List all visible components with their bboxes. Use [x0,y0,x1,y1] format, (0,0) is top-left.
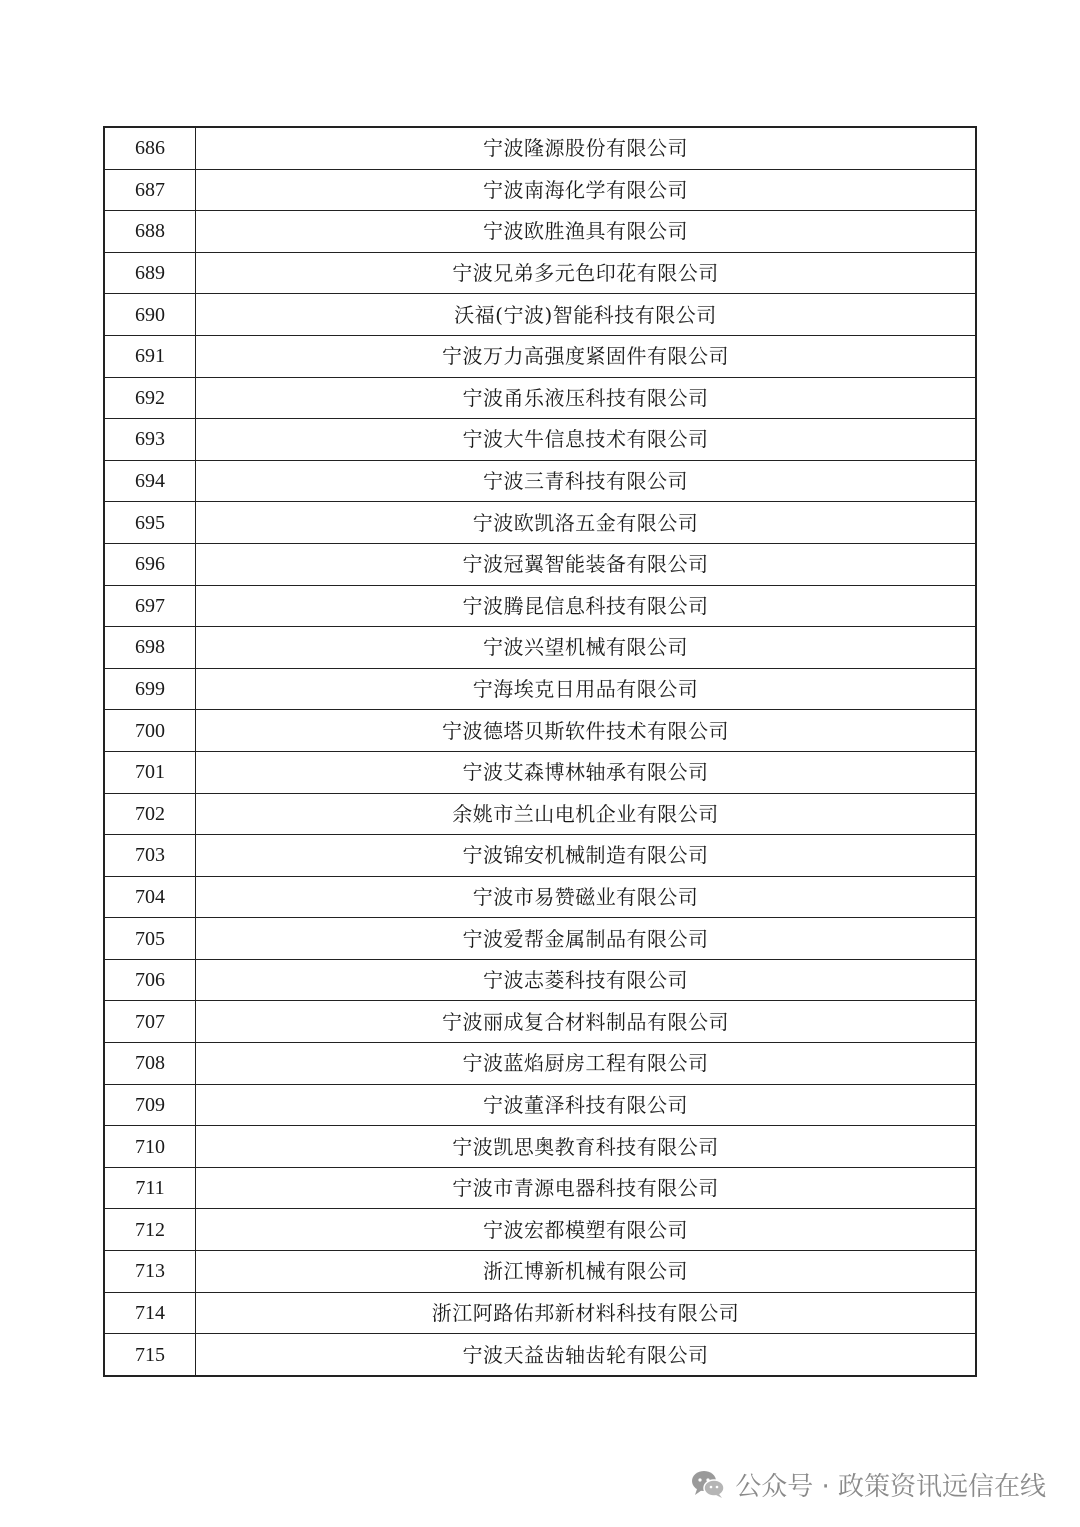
company-name: 宁波甬乐液压科技有限公司 [196,377,977,419]
company-name: 浙江博新机械有限公司 [196,1251,977,1293]
row-number: 698 [104,627,196,669]
table-row [104,793,976,835]
row-number: 696 [104,543,196,585]
company-name: 宁波凯思奥教育科技有限公司 [196,1126,977,1168]
company-name: 宁波三青科技有限公司 [196,460,977,502]
table-row [104,460,976,502]
row-number: 695 [104,502,196,544]
table-row [104,585,976,627]
company-name: 宁波志菱科技有限公司 [196,959,977,1001]
company-name: 宁波董泽科技有限公司 [196,1084,977,1126]
company-name: 宁海埃克日用品有限公司 [196,668,977,710]
company-name: 宁波隆源股份有限公司 [196,127,977,169]
row-number: 688 [104,211,196,253]
table-row [104,1209,976,1251]
table-row [104,294,976,336]
row-number: 703 [104,835,196,877]
table-row [104,211,976,253]
row-number: 713 [104,1251,196,1293]
row-number: 715 [104,1334,196,1376]
table-row [104,751,976,793]
table-row [104,1292,976,1334]
table-row [104,1043,976,1085]
watermark-text: 公众号 · 政策资讯远信在线 [735,1471,1046,1502]
table-row [104,835,976,877]
company-name: 宁波欧凯洛五金有限公司 [196,502,977,544]
table-row [104,335,976,377]
row-number: 710 [104,1126,196,1168]
row-number: 687 [104,169,196,211]
watermark [691,1466,1046,1502]
company-name: 宁波万力高强度紧固件有限公司 [196,335,977,377]
table-row [104,1001,976,1043]
row-number: 707 [104,1001,196,1043]
company-name: 沃福(宁波)智能科技有限公司 [196,294,977,336]
company-name: 宁波市青源电器科技有限公司 [196,1167,977,1209]
row-number: 700 [104,710,196,752]
company-name: 宁波大牛信息技术有限公司 [196,419,977,461]
table-row [104,127,976,169]
company-name: 宁波爱帮金属制品有限公司 [196,918,977,960]
row-number: 686 [104,127,196,169]
row-number: 705 [104,918,196,960]
row-number: 704 [104,876,196,918]
row-number: 708 [104,1043,196,1085]
table-row [104,1126,976,1168]
company-name: 宁波兄弟多元色印花有限公司 [196,252,977,294]
table-row [104,502,976,544]
company-list-body [104,127,976,1376]
table-row [104,959,976,1001]
company-name: 浙江阿路佑邦新材料科技有限公司 [196,1292,977,1334]
company-name: 宁波艾森博林轴承有限公司 [196,751,977,793]
row-number: 699 [104,668,196,710]
company-name: 宁波欧胜渔具有限公司 [196,211,977,253]
table-row [104,668,976,710]
table-row [104,1251,976,1293]
row-number: 709 [104,1084,196,1126]
row-number: 714 [104,1292,196,1334]
row-number: 692 [104,377,196,419]
table-row [104,627,976,669]
table-row [104,876,976,918]
company-name: 宁波蓝焰厨房工程有限公司 [196,1043,977,1085]
table-row [104,252,976,294]
company-name: 宁波丽成复合材料制品有限公司 [196,1001,977,1043]
company-name: 宁波兴望机械有限公司 [196,627,977,669]
row-number: 693 [104,419,196,461]
wechat-icon [691,1469,725,1499]
row-number: 689 [104,252,196,294]
row-number: 701 [104,751,196,793]
company-name: 宁波市易赞磁业有限公司 [196,876,977,918]
company-name: 宁波南海化学有限公司 [196,169,977,211]
row-number: 711 [104,1167,196,1209]
row-number: 694 [104,460,196,502]
table-row [104,918,976,960]
company-name: 宁波冠翼智能装备有限公司 [196,543,977,585]
row-number: 691 [104,335,196,377]
table-row [104,1084,976,1126]
row-number: 706 [104,959,196,1001]
company-list-table [103,126,977,1377]
company-name: 宁波天益齿轴齿轮有限公司 [196,1334,977,1376]
row-number: 702 [104,793,196,835]
row-number: 712 [104,1209,196,1251]
table-row [104,1167,976,1209]
company-name: 宁波德塔贝斯软件技术有限公司 [196,710,977,752]
table-row [104,169,976,211]
table-row [104,419,976,461]
table-row [104,543,976,585]
company-name: 宁波腾昆信息科技有限公司 [196,585,977,627]
row-number: 697 [104,585,196,627]
table-row [104,710,976,752]
table-row [104,377,976,419]
row-number: 690 [104,294,196,336]
company-name: 宁波锦安机械制造有限公司 [196,835,977,877]
table-row [104,1334,976,1376]
company-name: 宁波宏都模塑有限公司 [196,1209,977,1251]
company-name: 余姚市兰山电机企业有限公司 [196,793,977,835]
